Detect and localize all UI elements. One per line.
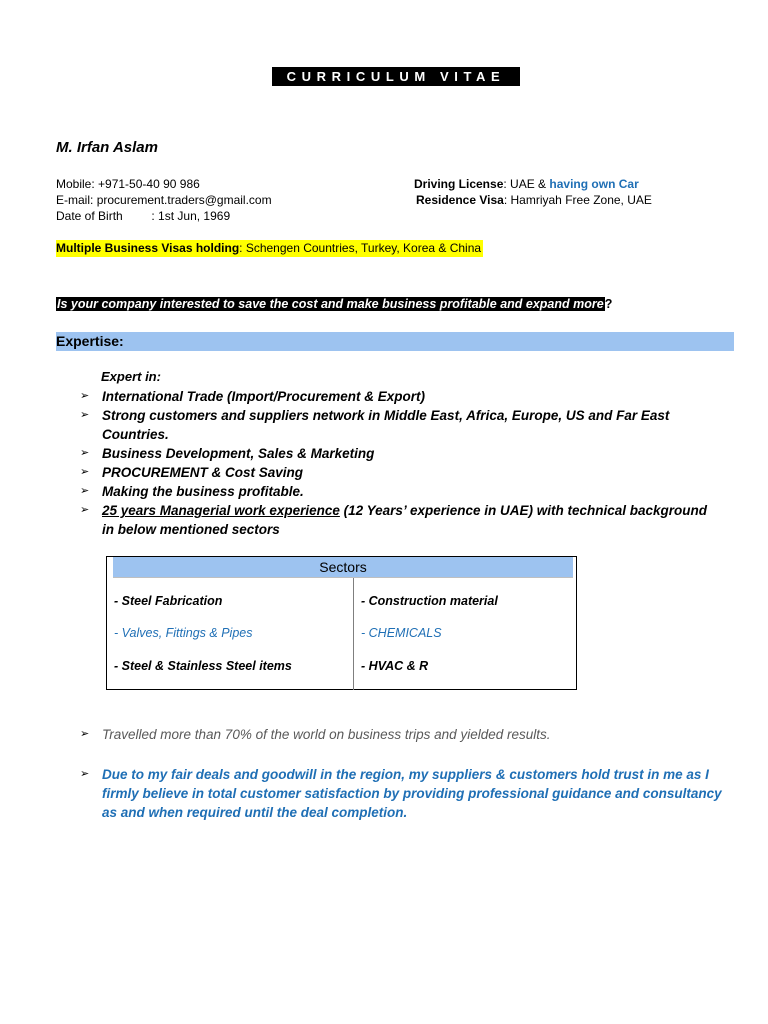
driving-license-value: : UAE & xyxy=(503,177,547,191)
sector-cell: - Construction material xyxy=(361,594,498,608)
driving-license-line xyxy=(414,176,639,192)
list-item: ➢ Making the business profitable. xyxy=(80,484,304,499)
arrow-bullet-icon: ➢ xyxy=(80,466,90,478)
dob-label: Date of Birth xyxy=(56,209,123,223)
travel-note xyxy=(80,727,551,742)
list-item: ➢ Strong customers and suppliers network in Middle East, Africa, Europe, US and Far East Countries. xyxy=(80,408,670,442)
sectors-column-divider xyxy=(353,578,354,690)
goodwill-statement xyxy=(80,765,740,822)
arrow-bullet-icon: ➢ xyxy=(80,485,90,497)
mobile-line xyxy=(56,176,200,192)
arrow-bullet-icon: ➢ xyxy=(80,390,90,402)
expertise-heading: Expertise: xyxy=(56,333,124,349)
dob-line xyxy=(56,208,230,224)
own-car-note: having own Car xyxy=(549,177,639,191)
goodwill-text: Due to my fair deals and goodwill in the region, my suppliers & customers hold trust in me as I firmly believe in total customer satisfaction by providing professional guidance and consultancy as and when required until the deal completion. xyxy=(102,767,722,820)
expertise-list xyxy=(80,387,720,539)
list-item: ➢ PROCUREMENT & Cost Saving xyxy=(80,465,304,480)
sector-cell: - CHEMICALS xyxy=(361,626,442,640)
sectors-table xyxy=(106,556,577,690)
expert-in-label: Expert in: xyxy=(101,369,161,384)
dob-value: : 1st Jun, 1969 xyxy=(151,209,231,223)
experience-highlight: 25 years Managerial work experience xyxy=(102,503,340,518)
document-title: CURRICULUM VITAE xyxy=(272,67,520,86)
sectors-table-header: Sectors xyxy=(113,557,573,578)
email-value: procurement.traders@gmail.com xyxy=(96,193,272,207)
arrow-bullet-icon: ➢ xyxy=(80,504,90,516)
pitch-question-mark: ? xyxy=(604,297,613,311)
candidate-name: M. Irfan Aslam xyxy=(56,139,158,156)
sector-cell: - Steel Fabrication xyxy=(114,594,223,608)
mobile-label: Mobile: xyxy=(56,177,95,191)
residence-visa-label: Residence Visa xyxy=(416,193,504,207)
sector-cell: - Valves, Fittings & Pipes xyxy=(114,626,253,640)
residence-visa-line xyxy=(416,192,652,208)
pitch-question xyxy=(56,296,612,313)
driving-license-label: Driving License xyxy=(414,177,504,191)
experience-detail: (12 Years’ experience in UAE) with technical background in below mentioned sectors xyxy=(102,503,708,537)
pitch-question-text: Is your company interested to save the cost and make business profitable and expand more xyxy=(57,297,604,311)
residence-visa-value: : Hamriyah Free Zone, UAE xyxy=(503,193,652,207)
business-visas-value: : Schengen Countries, Turkey, Korea & China xyxy=(239,241,482,255)
mobile-value: +971-50-40 90 986 xyxy=(98,177,200,191)
arrow-bullet-icon: ➢ xyxy=(80,447,90,459)
list-item xyxy=(80,501,720,539)
arrow-bullet-icon: ➢ xyxy=(80,409,90,421)
business-visas-label: Multiple Business Visas holding xyxy=(56,241,240,255)
sector-cell: - Steel & Stainless Steel items xyxy=(114,659,292,673)
email-line xyxy=(56,192,272,208)
arrow-bullet-icon: ➢ xyxy=(80,728,90,740)
arrow-bullet-icon: ➢ xyxy=(80,768,90,780)
travel-text: Travelled more than 70% of the world on business trips and yielded results. xyxy=(102,727,551,742)
list-item: ➢ International Trade (Import/Procurement & Export) xyxy=(80,389,426,404)
business-visas-highlight xyxy=(56,240,483,257)
email-label: E-mail: xyxy=(56,193,94,207)
sector-cell: - HVAC & R xyxy=(361,659,429,673)
expertise-heading-band xyxy=(56,332,734,351)
list-item: ➢ Business Development, Sales & Marketing xyxy=(80,446,375,461)
